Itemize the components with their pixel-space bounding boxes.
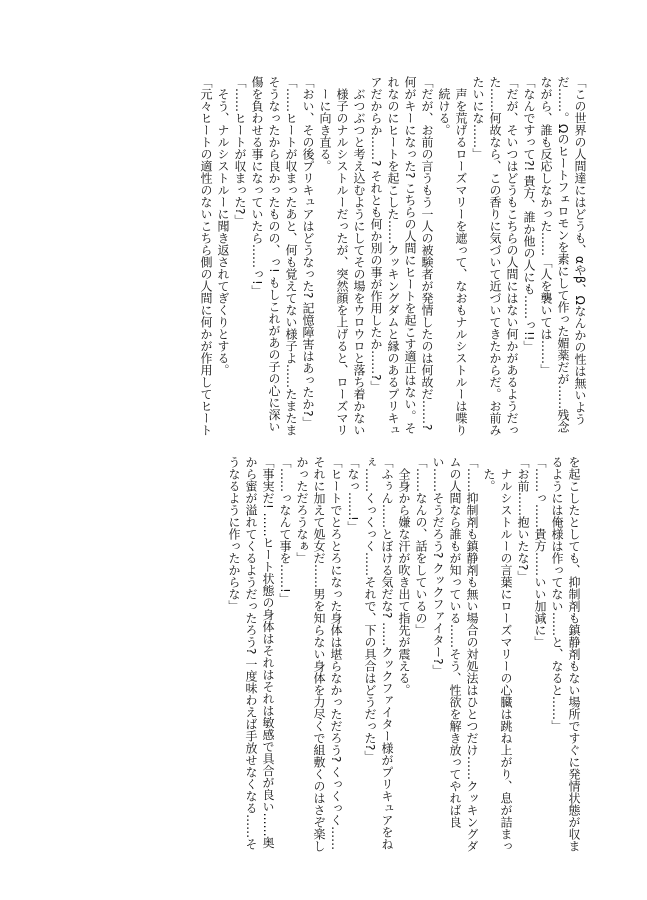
- paragraph: ぶつぶつと考え込むようにしてその場をウロウロと落ち着かない様子のナルシストルーだったが、突然顔を上げると、ローズマリーに向き直る。: [318, 88, 366, 436]
- paragraph: 「元々ヒートの適性のないこちら側の人間に何かが作用してヒート: [199, 76, 213, 436]
- paragraph: そう、ナルシストルーに聞き返されてぎくりとする。: [216, 88, 230, 376]
- text-column-top: [78, 76, 588, 437]
- paragraph: 「……ヒートが収まった?」: [233, 76, 247, 227]
- paragraph: 「だが、そいつはどうもこちらの人間にはない何かがあるようだった……何故なら、この香りに気づいて近づいてきたからだ。お前みたいにな……」: [471, 76, 519, 436]
- paragraph: 「……っ……貴方……いい加減に」: [533, 456, 547, 648]
- paragraph: 「おい、その後プリキュアはどうなった? 記憶障害はあったか?」: [301, 76, 315, 429]
- paragraph: を起こしたとしても、抑制剤も鎮静剤もない場所ですぐに発情状態が収まるようには俺様は作ってない……と、なると……」: [550, 456, 581, 852]
- paragraph: 「なんですって?! 貴方、誰か他の人にも……っ!!」: [522, 76, 536, 353]
- paragraph: 「お前……抱いたな?」: [516, 456, 530, 583]
- paragraph: 「ヒートでとろとろになった身体は堪らなかっただろう? くっくっく……それに加えて処女だ……男を知らない身体を力尽くで組敷くのはさぞ楽しかっただろうなぁ」: [295, 456, 343, 852]
- text-column-bottom: [62, 456, 582, 856]
- paragraph: 「……ヒートが収まったあと、何も覚えてない様子よ……たまたまそうなったから良かったものの、っ! もしこれがあの子の心に深い傷を負わせる事になっていたら……っ!」: [250, 76, 298, 436]
- paragraph: 「……なんの、話をしているの」: [414, 456, 428, 636]
- paragraph: 「なっ……!」: [346, 456, 360, 533]
- paragraph: 「……抑制剤も鎮静剤も無い場合の対処法はひとつだけ……クッキングダムの人間なら誰もが知っている……そう、性欲を解き放ってやれば良い……そうだろう? クックファイター?」: [431, 456, 479, 852]
- paragraph: 「この世界の人間達にはどうも、αやβ、Ωなんかの性は無いようだ……。Ωのヒートフェロモンを素にして作った媚薬だが……残念ながら、誰も反応しなかった……「人を襲いては……」: [539, 76, 587, 434]
- paragraph: 声を荒げるローズマリーを遮って、なおもナルシストルーは喋り続ける。: [437, 88, 468, 436]
- paragraph: 全身から嫌な汗が吹き出て指先が震える。: [397, 468, 411, 696]
- paragraph: 「……っなんて事を……!」: [278, 456, 292, 605]
- paragraph: 「だが、お前の言うもう一人の被験者が発情したのは何故だ……?何がキーになった? こちらの人間にヒートを起こす適正はない。それなのにヒートを起こした……クッキングダムと縁のあるプリキュアだからか……? それとも何か別の事が作用したか……?」: [369, 76, 434, 436]
- paragraph: ナルシストルーの言葉にローズマリーの心臓は跳ね上がり、息が詰まった。: [482, 468, 513, 852]
- paragraph: 「ふぅん……とぼける気だな? ……クックファイター様がプリキュアをねぇ……くっくっく……それで、下の具合はどうだった?」: [363, 456, 394, 851]
- paragraph: 「事実だ! ……ヒート状態の身体はそれはそれは敏感で具合が良い……奥から蜜が溢れてくるようだったろう? 一度味わえば手放せなくなる……そうなるように作ったからな」: [227, 456, 275, 851]
